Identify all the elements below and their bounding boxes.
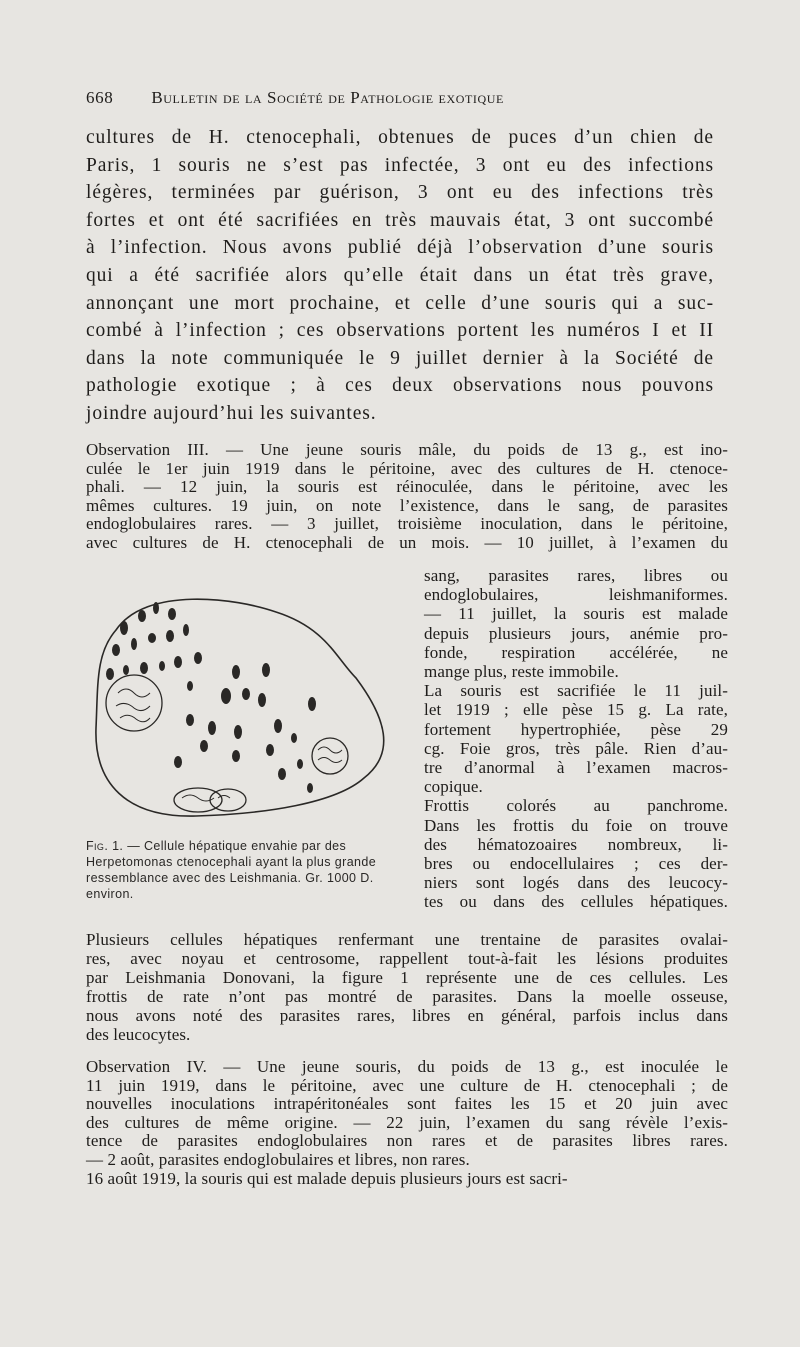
text-line: culée le 1er juin 1919 dans le péritoine, avec des cultures de H. ctenoce- (86, 458, 728, 478)
text-line: mêmes cultures. 19 juin, on note l’existence, dans le sang, de parasites (86, 495, 728, 515)
page-number: 668 (86, 88, 114, 107)
cell-nucleus (106, 675, 162, 731)
text-line: par Leishmania Donovani, la figure 1 représente une de ces cellules. Les (86, 968, 728, 987)
text-line: Dans les frottis du foie on trouve (424, 815, 728, 835)
text-line: cultures de H. ctenocephali, obtenues de puces d’un chien de (86, 127, 714, 148)
nucleus-texture (116, 689, 150, 722)
text-line: sang, parasites rares, libres ou (424, 566, 728, 585)
running-title: Bulletin de la Société de Pathologie exotique (151, 88, 504, 107)
text-line: pathologie exotique ; à ces deux observations nous pouvons (86, 375, 714, 397)
text-line: — 2 août, parasites endoglobulaires et libres, non rares. (86, 1150, 470, 1169)
cell-outline (96, 599, 384, 816)
text-line: fonde, respiration accélérée, ne (424, 642, 728, 662)
text-line: 11 juin 1919, dans le péritoine, avec une culture de H. ctenocephali ; de (86, 1075, 728, 1095)
text-line: niers sont logés dans des leucocy- (424, 873, 728, 893)
text-line: tre d’anormal à l’examen macros- (424, 758, 728, 777)
text-line: joindre aujourd’hui les suivantes. (86, 403, 377, 424)
running-header (86, 88, 706, 108)
text-line: qui a été sacrifiée alors qu’elle était dans un état très grave, (86, 265, 714, 286)
text-line: des hématozoaires nombreux, li- (424, 834, 728, 854)
text-line: des leucocytes. (86, 1025, 191, 1044)
figure-liver-cell (86, 578, 396, 828)
text-line: cg. Foie gros, très pâle. Rien d’au- (424, 738, 728, 758)
text-line: Observation IV. — Une jeune souris, du poids de 13 g., est inoculée le (86, 1057, 728, 1076)
text-line: frottis de rate n’ont pas montré de parasites. Dans la moelle osseuse, (86, 987, 728, 1006)
text-line: Frottis colorés au panchrome. (424, 796, 728, 816)
text-line: — 11 juillet, la souris est malade (424, 604, 728, 624)
parasites (106, 602, 316, 793)
text-line: nous avons noté des parasites rares, libres en général, parfois inclus dans (86, 1006, 728, 1025)
text-line: 16 août 1919, la souris qui est malade depuis plusieurs jours est sacri- (86, 1168, 568, 1188)
text-line: endoglobulaires, leishmaniformes. (424, 585, 728, 605)
text-line: tence de parasites endoglobulaires non rares et de parasites libres rares. (86, 1131, 728, 1151)
text-line: depuis plusieurs jours, anémie pro- (424, 623, 728, 643)
text-line: let 1919 ; elle pèse 15 g. La rate, (424, 700, 728, 720)
text-line: fortes et ont été sacrifiées en très mauvais état, 3 ont succombé (86, 209, 714, 231)
text-line: annonçant une mort prochaine, et celle d’une souris qui a suc- (86, 292, 714, 314)
text-line: Plusieurs cellules hépatiques renfermant une trentaine de parasites ovalai- (86, 930, 728, 949)
text-line: res, avec noyau et centrosome, rappellent tout-à-fait les lésions produites (86, 949, 728, 968)
text-line: des cultures de même origine. — 22 juin, l’examen du sang révèle l’exis- (86, 1112, 728, 1132)
text-line: à l’infection. Nous avons publié déjà l’observation d’une souris (86, 237, 714, 259)
text-line: dans la note communiquée le 9 juillet dernier à la Société de (86, 347, 714, 369)
figure-caption (86, 838, 404, 902)
figure-caption-text: — Cellule hépatique envahie par des Herpetomonas ctenocephali ayant la plus grande ressemblance avec des Leishmania. Gr. 1000 D. environ. (86, 839, 377, 901)
text-line: Paris, 1 souris ne s’est pas infectée, 3 ont eu des infections (86, 154, 714, 176)
text-line: fortement hypertrophiée, pèse 29 (424, 719, 728, 739)
text-line: avec cultures de H. ctenocephali de un mois. — 10 juillet, à l’examen du (86, 533, 728, 552)
nucleus-right (312, 738, 348, 774)
dividing-nucleus (174, 788, 222, 812)
text-line: tes ou dans des cellules hépatiques. (424, 892, 728, 912)
text-line: La souris est sacrifiée le 11 juil- (424, 681, 728, 701)
text-line: mange plus, reste immobile. (424, 662, 619, 681)
figure-label: Fig. 1. (86, 839, 124, 853)
text-line: bres ou endocellulaires ; ces der- (424, 854, 728, 873)
text-line: légères, terminées par guérison, 3 ont eu des infections très (86, 182, 714, 204)
text-line: phali. — 12 juin, la souris est réinoculée, dans le péritoine, avec les (86, 477, 728, 497)
text-line: copique. (424, 777, 483, 797)
text-line: nouvelles inoculations intrapéritonéales sont faites les 15 et 20 juin avec (86, 1094, 728, 1114)
text-line: Observation III. — Une jeune souris mâle, du poids de 13 g., est ino- (86, 440, 728, 459)
text-line: combé à l’infection ; ces observations portent les numéros I et II (86, 320, 714, 342)
text-line: endoglobulaires rares. — 3 juillet, troisième inoculation, dans le péritoine, (86, 514, 728, 534)
